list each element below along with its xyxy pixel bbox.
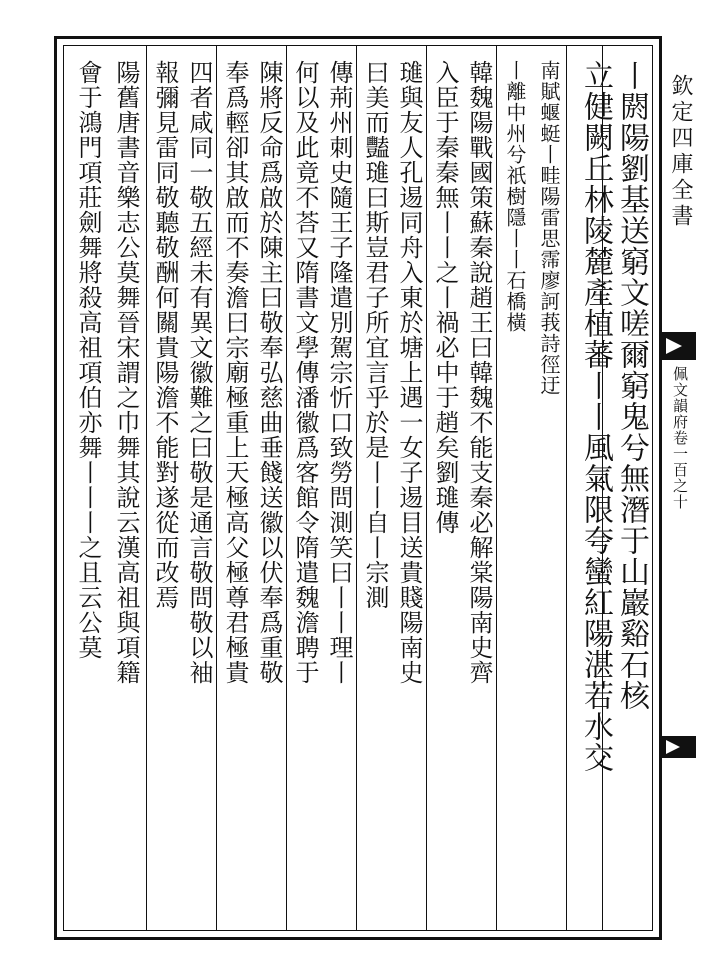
column-rule: [496, 46, 497, 930]
column-rule: [426, 46, 427, 930]
column-rule: [216, 46, 217, 930]
text-column-12: 奉爲輕卻其啟而不奏澹曰宗廟極重上天極高父極尊君極貴: [221, 60, 249, 685]
text-column-5: 韓魏陽戰國策蘇秦說趙王曰韓魏不能支秦必解棠陽南史齊: [465, 60, 493, 685]
text-block-frame: [54, 36, 662, 940]
book-title: 欽定四庫全書: [668, 74, 693, 230]
text-column-15: 陽舊唐書音樂志公莫舞晉宋謂之巾舞其說云漢高祖與項籍: [112, 60, 140, 685]
column-rule: [146, 46, 147, 930]
text-column-6: 入臣于秦秦無丨丨之丨禍必中于趙矣劉璡傳: [431, 60, 459, 535]
text-column-13: 四者咸同一敬五經未有異文徽難之曰敬是通言敬問敬以袖: [185, 60, 213, 685]
text-column-11: 陳將反命爲啟於陳主曰敬奉弘慈曲垂餞送徽以伏奉爲重敬: [255, 60, 283, 685]
text-block-inner-border: [63, 45, 653, 931]
text-column-4: 丨離中州兮祇樹隱丨丨石橋橫: [503, 60, 527, 333]
text-column-16: 會于鴻門項莊劍舞將殺高祖項伯亦舞丨丨丨之且云公莫: [74, 60, 102, 660]
column-rule: [286, 46, 287, 930]
text-column-10: 何以及此竟不荅又隋書文學傳潘徽爲客館令隋遣魏澹聘于: [291, 60, 319, 685]
text-column-7: 璡與友人孔逷同舟入東於塘上遇一女子逷目送貴賤陽南史: [395, 60, 423, 685]
fishtail-mark: [662, 332, 696, 360]
text-column-1: 丨閼陽劉基送窮文嗟爾窮鬼兮無潛于山巖谿石核: [614, 60, 649, 711]
text-column-14: 報彌見雷同敬聽敬酬何關貴陽澹不能對遂從而改焉: [151, 60, 179, 610]
column-rule: [566, 46, 567, 930]
text-column-8: 曰美而豔璡曰斯豈君子所宜言乎於是丨丨自丨宗測: [361, 60, 389, 610]
text-column-3: 南賦蝘蜓丨畦陽雷思霈廖訶莪詩徑迂: [537, 60, 561, 396]
volume-label: 佩文韻府卷一百之十: [671, 366, 689, 510]
text-column-9: 傳荊州刺史隨王子隆遣別駕宗忻口致勞問測笑曰丨丨理丨: [325, 60, 353, 685]
column-rule: [356, 46, 357, 930]
text-column-2: 立健闕丘林陵麓產植蕃丨丨風氣限夸蠻紅陽湛若水交: [578, 60, 613, 773]
fishtail-mark-bottom: [662, 736, 696, 758]
page-header-strip: [662, 36, 696, 940]
